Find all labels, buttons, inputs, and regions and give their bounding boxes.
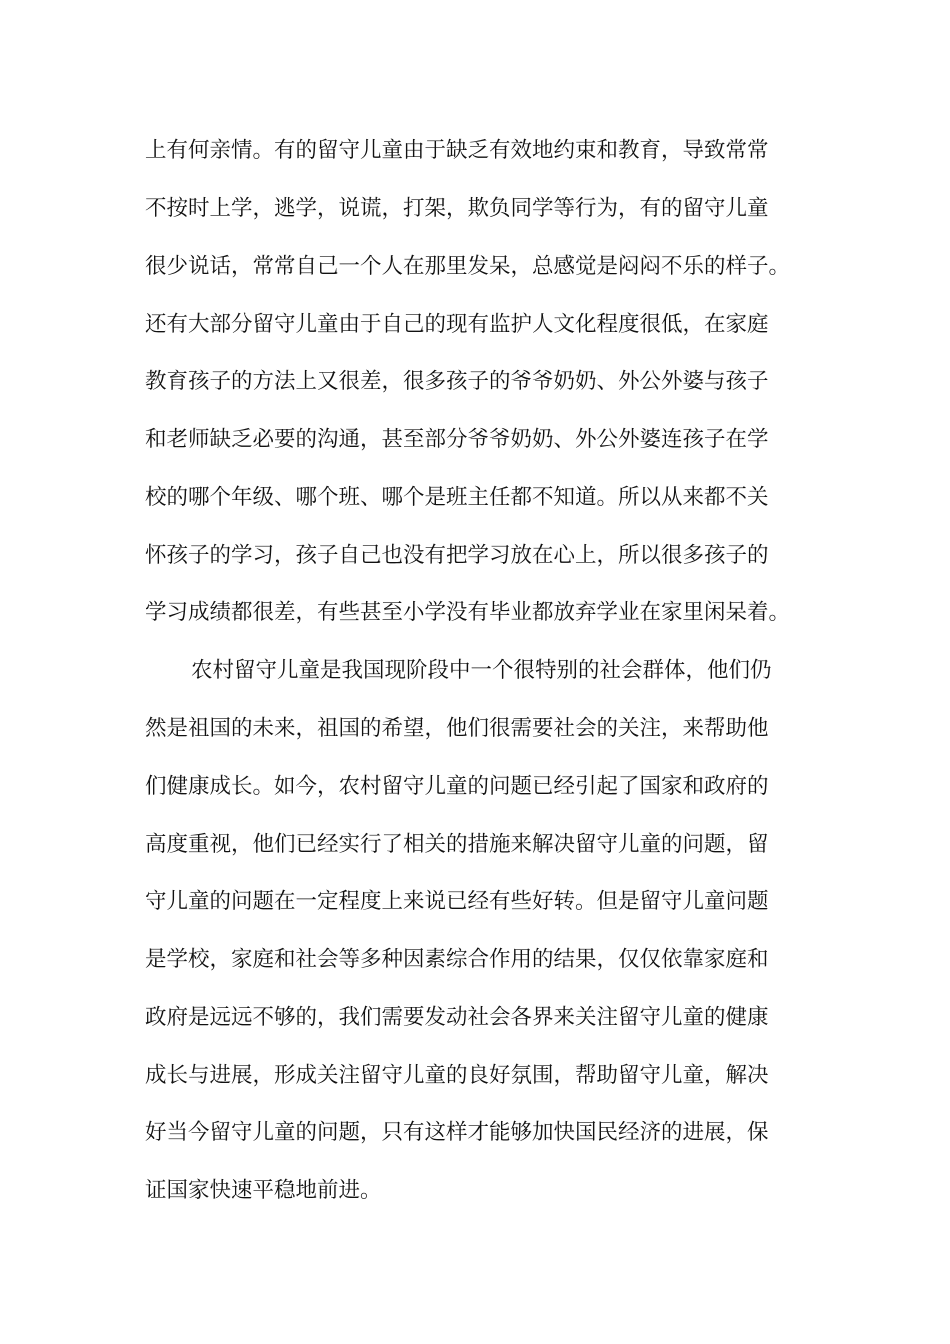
paragraph-2-line-1: 农村留守儿童是我国现阶段中一个很特别的社会群体，他们仍 xyxy=(191,658,772,683)
paragraph-2-line-2: 然是祖国的未来，祖国的希望，他们很需要社会的关注，来帮助他 xyxy=(145,716,769,741)
paragraph-1-line-8: 怀孩子的学习，孩子自己也没有把学习放在心上，所以很多孩子的 xyxy=(145,543,769,568)
paragraph-2-line-9: 好当今留守儿童的问题，只有这样才能够加快国民经济的进展，保 xyxy=(145,1120,769,1145)
paragraph-2-line-8: 成长与进展，形成关注留守儿童的良好氛围，帮助留守儿童，解决 xyxy=(145,1063,769,1088)
paragraph-2-line-4: 高度重视，他们已经实行了相关的措施来解决留守儿童的问题，留 xyxy=(145,832,769,857)
paragraph-1-line-5: 教育孩子的方法上又很差，很多孩子的爷爷奶奶、外公外婆与孩子 xyxy=(145,369,769,394)
paragraph-2-line-3: 们健康成长。如今，农村留守儿童的问题已经引起了国家和政府的 xyxy=(145,774,769,799)
paragraph-1-line-1: 上有何亲情。有的留守儿童由于缺乏有效地约束和教育，导致常常 xyxy=(145,138,769,163)
paragraph-2-line-5: 守儿童的问题在一定程度上来说已经有些好转。但是留守儿童问题 xyxy=(145,889,769,914)
paragraph-1-line-9: 学习成绩都很差，有些甚至小学没有毕业都放弃学业在家里闲呆着。 xyxy=(145,600,791,625)
paragraph-2-line-7: 政府是远远不够的，我们需要发动社会各界来关注留守儿童的健康 xyxy=(145,1005,769,1030)
paragraph-2-line-10: 证国家快速平稳地前进。 xyxy=(145,1178,382,1203)
paragraph-1-line-2: 不按时上学，逃学，说谎，打架，欺负同学等行为，有的留守儿童 xyxy=(145,196,769,221)
paragraph-2-line-6: 是学校，家庭和社会等多种因素综合作用的结果，仅仅依靠家庭和 xyxy=(145,947,769,972)
paragraph-1-line-4: 还有大部分留守儿童由于自己的现有监护人文化程度很低，在家庭 xyxy=(145,312,769,337)
paragraph-1-line-6: 和老师缺乏必要的沟通，甚至部分爷爷奶奶、外公外婆连孩子在学 xyxy=(145,427,769,452)
paragraph-1-line-7: 校的哪个年级、哪个班、哪个是班主任都不知道。所以从来都不关 xyxy=(145,485,769,510)
paragraph-1-line-3: 很少说话，常常自己一个人在那里发呆，总感觉是闷闷不乐的样子。 xyxy=(145,254,791,279)
